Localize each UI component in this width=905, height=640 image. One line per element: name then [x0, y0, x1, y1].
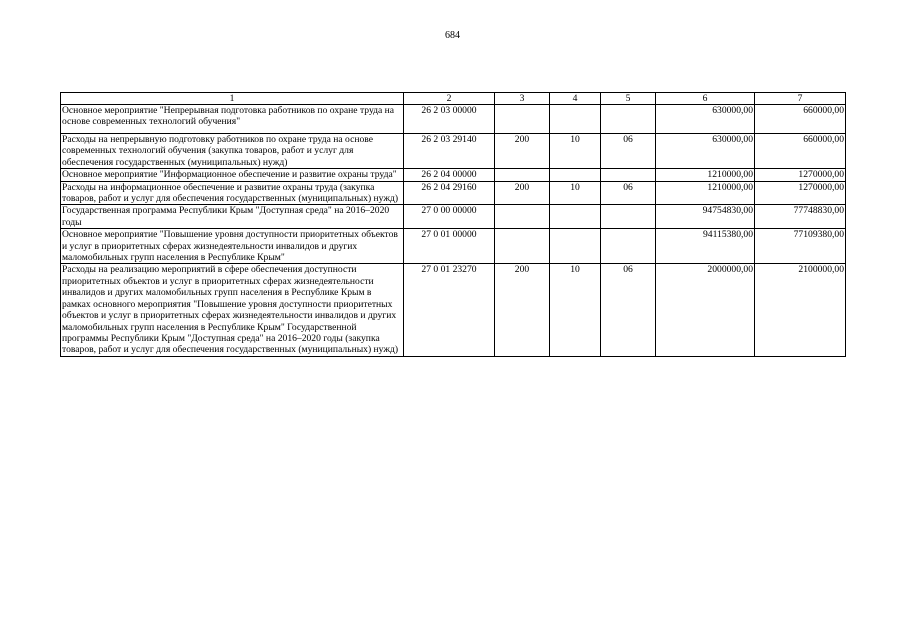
row-value-2017: 1270000,00	[755, 181, 846, 205]
row-value-2016: 630000,00	[656, 105, 755, 134]
row-value-2016: 1210000,00	[656, 169, 755, 181]
row-code: 27 0 01 23270	[404, 264, 495, 356]
row-value-2016: 630000,00	[656, 134, 755, 169]
table-row	[61, 105, 846, 134]
row-value-2016: 1210000,00	[656, 181, 755, 205]
row-col3	[495, 169, 550, 181]
row-name: Государственная программа Республики Крым "Доступная среда" на 2016–2020 годы	[61, 205, 404, 229]
row-name: Основное мероприятие "Информационное обеспечение и развитие охраны труда"	[61, 169, 404, 181]
column-header-2: 2	[404, 93, 495, 105]
budget-table	[60, 92, 846, 357]
row-value-2017: 2100000,00	[755, 264, 846, 356]
row-value-2016: 2000000,00	[656, 264, 755, 356]
column-header-3: 3	[495, 93, 550, 105]
row-code: 26 2 04 00000	[404, 169, 495, 181]
table-row	[61, 205, 846, 229]
row-col4: 10	[550, 134, 601, 169]
row-code: 26 2 04 29160	[404, 181, 495, 205]
row-value-2017: 660000,00	[755, 105, 846, 134]
table-row	[61, 134, 846, 169]
column-header-1: 1	[61, 93, 404, 105]
row-col4	[550, 169, 601, 181]
row-col3	[495, 205, 550, 229]
row-value-2017: 660000,00	[755, 134, 846, 169]
row-col3: 200	[495, 264, 550, 356]
column-header-5: 5	[601, 93, 656, 105]
row-value-2016: 94754830,00	[656, 205, 755, 229]
row-col5	[601, 169, 656, 181]
row-name: Расходы на реализацию мероприятий в сфере обеспечения доступности приоритетных объектов и услуг в приоритетных сферах жизнедеятельности инвалидов и других маломобильных групп населения в Республике Крым в рамках основного мероприятия "Повышение уровня доступности приоритетных объектов и услуг в приоритетных сферах жизнедеятельности инвалидов и других маломобильных групп населения в Республике Крым" Государственной программы Республики Крым "Доступная среда" на 2016–2020 годы (закупка товаров, работ и услуг для обеспечения государственных (муниципальных) нужд)	[61, 264, 404, 356]
row-name: Расходы на информационное обеспечение и развитие охраны труда (закупка товаров, работ и услуг для обеспечения государственных (муниципальных) нужд)	[61, 181, 404, 205]
row-col4: 10	[550, 264, 601, 356]
row-col5	[601, 229, 656, 264]
row-col4	[550, 105, 601, 134]
row-code: 27 0 00 00000	[404, 205, 495, 229]
row-value-2017: 77748830,00	[755, 205, 846, 229]
row-col3: 200	[495, 181, 550, 205]
row-value-2017: 1270000,00	[755, 169, 846, 181]
row-col5	[601, 105, 656, 134]
page-number: 684	[445, 30, 460, 41]
row-col4: 10	[550, 181, 601, 205]
row-name: Основное мероприятие "Повышение уровня доступности приоритетных объектов и услуг в приоритетных сферах жизнедеятельности инвалидов и других маломобильных групп населения в Республике Крым"	[61, 229, 404, 264]
row-col3	[495, 229, 550, 264]
column-header-6: 6	[656, 93, 755, 105]
row-col3: 200	[495, 134, 550, 169]
row-col4	[550, 229, 601, 264]
row-code: 26 2 03 00000	[404, 105, 495, 134]
row-name: Расходы на непрерывную подготовку работников по охране труда на основе современных технологий обучения (закупка товаров, работ и услуг для обеспечения государственных (муниципальных) нужд)	[61, 134, 404, 169]
row-col5: 06	[601, 181, 656, 205]
row-col5: 06	[601, 264, 656, 356]
column-header-7: 7	[755, 93, 846, 105]
row-name: Основное мероприятие "Непрерывная подготовка работников по охране труда на основе современных технологий обучения"	[61, 105, 404, 134]
column-header-4: 4	[550, 93, 601, 105]
table-row	[61, 169, 846, 181]
row-col3	[495, 105, 550, 134]
row-col4	[550, 205, 601, 229]
row-value-2016: 94115380,00	[656, 229, 755, 264]
row-value-2017: 77109380,00	[755, 229, 846, 264]
table-row	[61, 264, 846, 356]
row-code: 26 2 03 29140	[404, 134, 495, 169]
table-row	[61, 181, 846, 205]
table-row	[61, 229, 846, 264]
row-code: 27 0 01 00000	[404, 229, 495, 264]
header-row	[61, 93, 846, 105]
row-col5: 06	[601, 134, 656, 169]
row-col5	[601, 205, 656, 229]
